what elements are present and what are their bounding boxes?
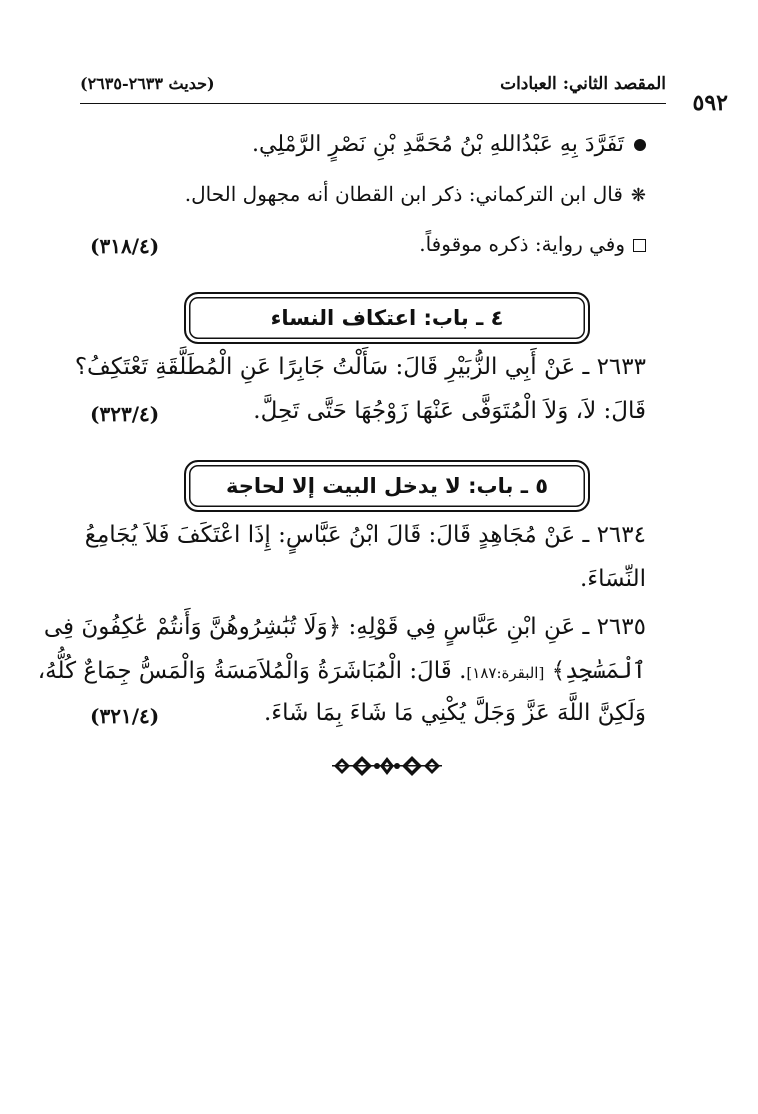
- narration-note-line: تَفَرَّدَ بِهِ عَبْدُاللهِ بْنُ مُحَمَّدِ بْنِ نَصْرٍ الرَّمْلِي.: [252, 132, 646, 157]
- header-rule: [80, 103, 666, 104]
- quran-citation: [البقرة:١٨٧]: [466, 664, 545, 682]
- source-reference: (٣٢٣/٤): [90, 402, 160, 426]
- source-reference: (٣٢١/٤): [90, 704, 160, 728]
- hadith-2635-line-2: ٱلْمَسَٰجِدِ﴾ [البقرة:١٨٧]. قَالَ: الْمُبَاشَرَةُ وَالْمُلاَمَسَةُ وَالْمَسُّ جِمَاعٌ كُلُّهُ،: [37, 658, 646, 684]
- header-book-section: المقصد الثاني: العبادات: [500, 74, 666, 94]
- page-number: ٥٩٢: [692, 90, 728, 116]
- source-reference: (٣١٨/٤): [90, 234, 160, 258]
- hadith-2635-line-3: وَلَكِنَّ اللَّهَ عَزَّ وَجَلَّ يُكْنِي مَا شَاءَ بِمَا شَاءَ.: [263, 700, 646, 726]
- running-header: [80, 68, 666, 98]
- header-hadith-range: (حديث ٢٦٣٣-٢٦٣٥): [80, 74, 215, 93]
- chapter-title: ٥ ـ باب: لا يدخل البيت إلا لحاجة: [225, 474, 549, 498]
- variant-line: وفي رواية: ذكره موقوفاً.: [419, 232, 646, 256]
- chapter-title: ٤ ـ باب: اعتكاف النساء: [270, 306, 504, 330]
- square-icon: [633, 239, 646, 252]
- hadith-2633-line-2: قَالَ: لاَ، وَلاَ الْمُتَوَفَّى عَنْهَا زَوْجُهَا حَتَّى تَحِلَّ.: [253, 398, 646, 424]
- chapter-heading-4: [184, 292, 590, 344]
- hadith-2634-line-1: ٢٦٣٤ ـ عَنْ مُجَاهِدٍ قَالَ: قَالَ ابْنُ عَبَّاسٍ: إِذَا اعْتَكَفَ فَلاَ يُجَامِعُ: [84, 522, 646, 548]
- hadith-2633-line-1: ٢٦٣٣ ـ عَنْ أَبِي الزُّبَيْرِ قَالَ: سَأَلْتُ جَابِرًا عَنِ الْمُطَلَّقَةِ تَعْتَكِفُ؟: [74, 354, 646, 380]
- ornament-divider: [332, 752, 442, 780]
- asterisk-icon: ❋: [630, 185, 646, 206]
- hadith-2634-line-2: النِّسَاءَ.: [580, 566, 646, 592]
- hadith-2635-line-1: ٢٦٣٥ ـ عَنِ ابْنِ عَبَّاسٍ فِي قَوْلِهِ: ﴿وَلَا تُبَٰشِرُوهُنَّ وَأَنتُمْ عَٰكِفُونَ فِى: [43, 614, 646, 640]
- bullet-icon: [634, 139, 646, 151]
- chapter-heading-5: [184, 460, 590, 512]
- commentary-line: ❋قال ابن التركماني: ذكر ابن القطان أنه مجهول الحال.: [184, 182, 646, 206]
